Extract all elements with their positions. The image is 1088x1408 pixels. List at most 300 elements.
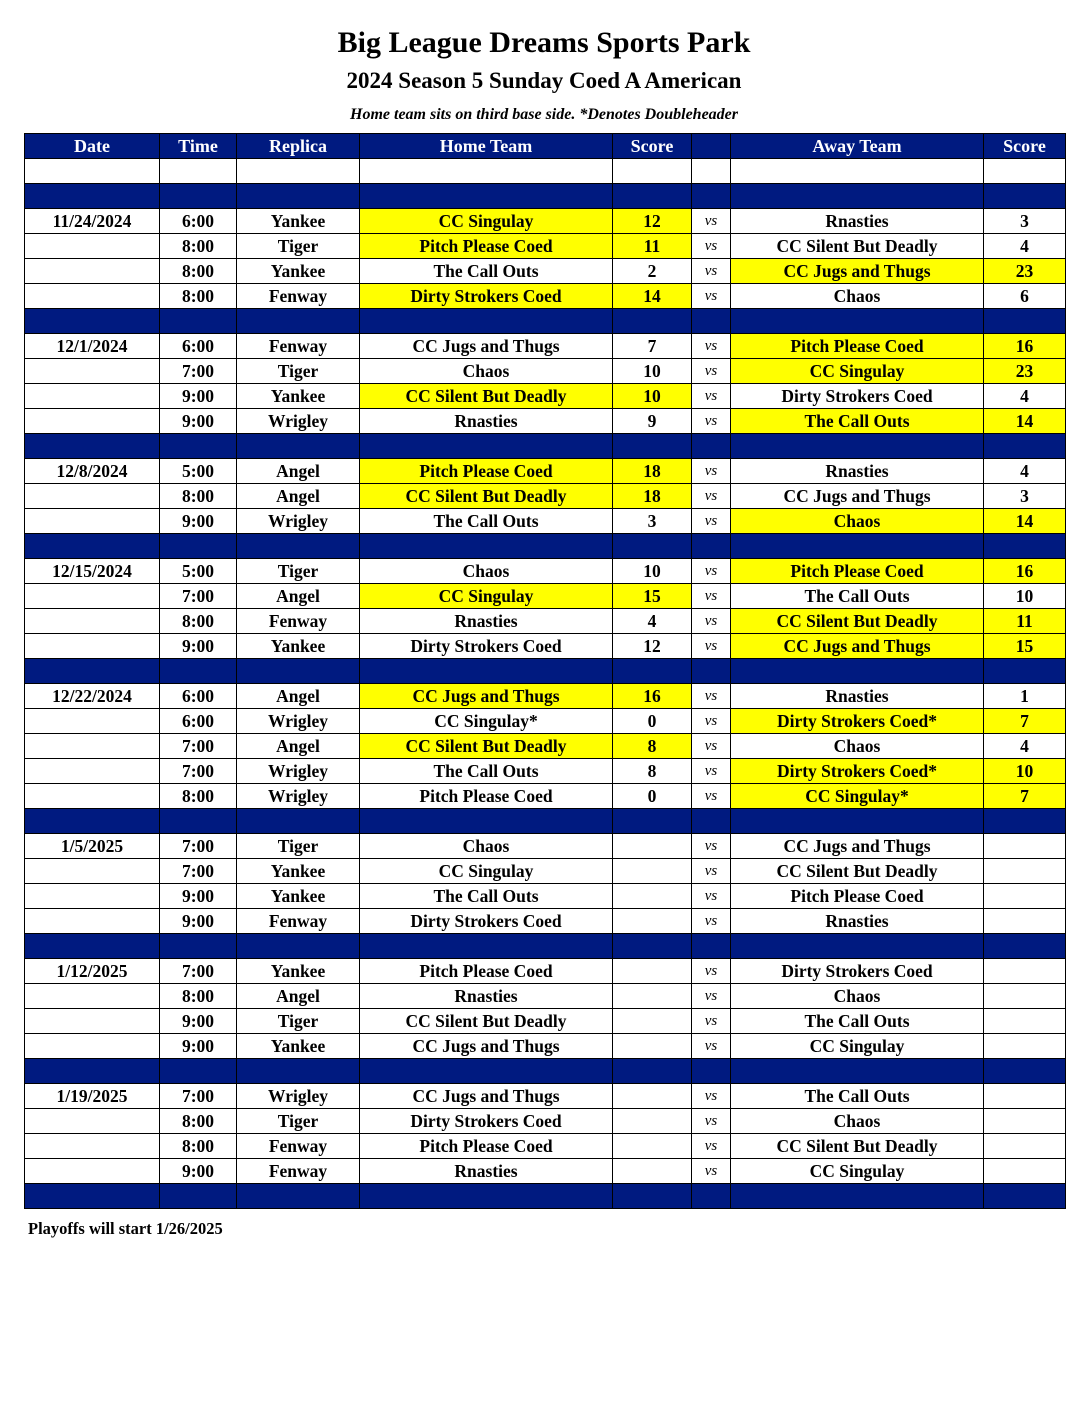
empty-cell [25,659,160,684]
home-score-cell: 10 [613,359,692,384]
empty-cell [613,1184,692,1209]
home-team-cell: Pitch Please Coed [360,784,613,809]
empty-cell [25,184,160,209]
vs-cell: vs [692,1159,731,1184]
separator-row [25,1059,1066,1084]
empty-cell [160,159,237,184]
separator-row [25,434,1066,459]
empty-cell [360,1059,613,1084]
game-row [25,334,1066,359]
vs-cell: vs [692,709,731,734]
replica-cell: Yankee [237,259,360,284]
empty-cell [613,1059,692,1084]
away-team-cell: Pitch Please Coed [731,334,984,359]
home-score-cell: 8 [613,759,692,784]
vs-cell: vs [692,1134,731,1159]
empty-cell [731,1059,984,1084]
date-cell [25,1159,160,1184]
away-team-cell: Dirty Strokers Coed* [731,709,984,734]
date-cell [25,1034,160,1059]
date-cell [25,1109,160,1134]
empty-cell [237,809,360,834]
vs-cell: vs [692,259,731,284]
vs-cell: vs [692,884,731,909]
home-team-cell: Chaos [360,359,613,384]
vs-cell: vs [692,1109,731,1134]
empty-cell [237,159,360,184]
time-cell: 5:00 [160,459,237,484]
vs-cell: vs [692,1084,731,1109]
home-score-cell: 8 [613,734,692,759]
away-score-cell: 16 [984,559,1066,584]
away-team-cell: The Call Outs [731,584,984,609]
home-score-cell [613,1109,692,1134]
col-time: Time [160,134,237,159]
away-score-cell [984,1009,1066,1034]
empty-cell [613,659,692,684]
empty-cell [692,934,731,959]
away-team-cell: Rnasties [731,459,984,484]
game-row [25,784,1066,809]
home-team-cell: CC Singulay [360,859,613,884]
away-team-cell: CC Jugs and Thugs [731,634,984,659]
away-score-cell: 4 [984,234,1066,259]
time-cell: 8:00 [160,1134,237,1159]
away-score-cell [984,909,1066,934]
page-subtitle: 2024 Season 5 Sunday Coed A American [346,68,742,93]
away-team-cell: Rnasties [731,909,984,934]
date-cell [25,984,160,1009]
replica-cell: Wrigley [237,1084,360,1109]
empty-cell [731,184,984,209]
game-row [25,1159,1066,1184]
game-row [25,884,1066,909]
game-row [25,209,1066,234]
replica-cell: Tiger [237,234,360,259]
col-vs [692,134,731,159]
home-score-cell: 4 [613,609,692,634]
empty-cell [984,934,1066,959]
vs-cell: vs [692,559,731,584]
time-cell: 6:00 [160,684,237,709]
away-team-cell: CC Jugs and Thugs [731,834,984,859]
empty-cell [160,184,237,209]
home-team-cell: Rnasties [360,1159,613,1184]
time-cell: 7:00 [160,859,237,884]
replica-cell: Yankee [237,884,360,909]
replica-cell: Yankee [237,634,360,659]
empty-cell [360,309,613,334]
time-cell: 7:00 [160,959,237,984]
time-cell: 8:00 [160,234,237,259]
empty-cell [360,934,613,959]
time-cell: 9:00 [160,384,237,409]
empty-cell [237,434,360,459]
replica-cell: Fenway [237,609,360,634]
empty-cell [360,659,613,684]
game-row [25,1109,1066,1134]
empty-cell [692,434,731,459]
game-row [25,259,1066,284]
col-home-team: Home Team [360,134,613,159]
away-score-cell [984,859,1066,884]
game-row [25,609,1066,634]
time-cell: 9:00 [160,509,237,534]
game-row [25,559,1066,584]
time-cell: 8:00 [160,259,237,284]
replica-cell: Tiger [237,359,360,384]
replica-cell: Tiger [237,834,360,859]
away-team-cell: Dirty Strokers Coed* [731,759,984,784]
replica-cell: Tiger [237,1009,360,1034]
vs-cell: vs [692,409,731,434]
empty-cell [360,1184,613,1209]
vs-cell: vs [692,359,731,384]
replica-cell: Fenway [237,284,360,309]
replica-cell: Tiger [237,1109,360,1134]
away-team-cell: Chaos [731,984,984,1009]
home-team-cell: CC Jugs and Thugs [360,684,613,709]
vs-cell: vs [692,209,731,234]
empty-cell [237,534,360,559]
footer-note: Playoffs will start 1/26/2025 [28,1219,223,1238]
home-score-cell: 12 [613,209,692,234]
replica-cell: Angel [237,984,360,1009]
replica-cell: Tiger [237,559,360,584]
empty-cell [613,809,692,834]
home-team-cell: The Call Outs [360,259,613,284]
empty-cell [25,534,160,559]
time-cell: 9:00 [160,884,237,909]
separator-row [25,1184,1066,1209]
date-cell [25,1134,160,1159]
vs-cell: vs [692,834,731,859]
away-score-cell: 4 [984,384,1066,409]
date-cell [25,709,160,734]
replica-cell: Yankee [237,384,360,409]
home-team-cell: CC Jugs and Thugs [360,1034,613,1059]
home-score-cell [613,1084,692,1109]
vs-cell: vs [692,384,731,409]
empty-cell [613,309,692,334]
time-cell: 7:00 [160,1084,237,1109]
date-cell [25,409,160,434]
away-team-cell: CC Singulay* [731,784,984,809]
empty-cell [984,1184,1066,1209]
game-row [25,1134,1066,1159]
time-cell: 8:00 [160,1109,237,1134]
replica-cell: Wrigley [237,509,360,534]
replica-cell: Angel [237,459,360,484]
vs-cell: vs [692,684,731,709]
away-score-cell [984,834,1066,859]
empty-cell [160,309,237,334]
away-team-cell: CC Silent But Deadly [731,859,984,884]
date-cell [25,484,160,509]
away-team-cell: CC Silent But Deadly [731,234,984,259]
vs-cell: vs [692,759,731,784]
empty-cell [613,434,692,459]
empty-cell [613,184,692,209]
home-team-cell: Chaos [360,834,613,859]
vs-cell: vs [692,609,731,634]
time-cell: 6:00 [160,709,237,734]
vs-cell: vs [692,984,731,1009]
home-score-cell: 0 [613,709,692,734]
away-score-cell [984,884,1066,909]
empty-cell [25,1059,160,1084]
empty-cell [984,1059,1066,1084]
home-score-cell: 16 [613,684,692,709]
empty-cell [360,159,613,184]
away-team-cell: Chaos [731,734,984,759]
empty-cell [160,534,237,559]
empty-cell [692,309,731,334]
game-row [25,584,1066,609]
empty-cell [360,184,613,209]
home-score-cell: 0 [613,784,692,809]
time-cell: 9:00 [160,1159,237,1184]
away-score-cell [984,1034,1066,1059]
away-team-cell: Pitch Please Coed [731,884,984,909]
home-team-cell: Dirty Strokers Coed [360,909,613,934]
vs-cell: vs [692,234,731,259]
empty-cell [25,434,160,459]
empty-cell [692,184,731,209]
home-team-cell: Rnasties [360,609,613,634]
home-team-cell: The Call Outs [360,509,613,534]
blank-row [25,159,1066,184]
away-team-cell: CC Singulay [731,1159,984,1184]
time-cell: 7:00 [160,759,237,784]
game-row [25,909,1066,934]
away-score-cell: 16 [984,334,1066,359]
replica-cell: Wrigley [237,759,360,784]
time-cell: 8:00 [160,284,237,309]
empty-cell [984,809,1066,834]
empty-cell [237,1184,360,1209]
date-cell [25,284,160,309]
away-team-cell: CC Singulay [731,359,984,384]
time-cell: 9:00 [160,409,237,434]
empty-cell [160,1059,237,1084]
game-row [25,759,1066,784]
home-score-cell: 2 [613,259,692,284]
separator-row [25,184,1066,209]
empty-cell [731,534,984,559]
col-date: Date [25,134,160,159]
date-cell [25,509,160,534]
away-team-cell: CC Jugs and Thugs [731,259,984,284]
replica-cell: Angel [237,734,360,759]
empty-cell [731,809,984,834]
away-score-cell: 14 [984,509,1066,534]
home-score-cell [613,834,692,859]
away-score-cell [984,1109,1066,1134]
empty-cell [160,809,237,834]
empty-cell [692,809,731,834]
home-score-cell: 10 [613,559,692,584]
vs-cell: vs [692,334,731,359]
home-score-cell: 18 [613,484,692,509]
replica-cell: Fenway [237,1159,360,1184]
empty-cell [25,809,160,834]
time-cell: 9:00 [160,909,237,934]
game-row [25,1009,1066,1034]
home-score-cell: 7 [613,334,692,359]
col-home-score: Score [613,134,692,159]
home-score-cell [613,859,692,884]
time-cell: 9:00 [160,1009,237,1034]
home-score-cell [613,909,692,934]
col-away-team: Away Team [731,134,984,159]
away-score-cell: 15 [984,634,1066,659]
empty-cell [160,434,237,459]
home-team-cell: Rnasties [360,984,613,1009]
game-row [25,459,1066,484]
home-team-cell: CC Singulay* [360,709,613,734]
away-score-cell: 4 [984,459,1066,484]
away-team-cell: Dirty Strokers Coed [731,959,984,984]
game-row [25,709,1066,734]
away-score-cell [984,1134,1066,1159]
empty-cell [613,934,692,959]
time-cell: 7:00 [160,734,237,759]
game-row [25,684,1066,709]
home-score-cell: 9 [613,409,692,434]
vs-cell: vs [692,584,731,609]
home-team-cell: CC Silent But Deadly [360,484,613,509]
empty-cell [731,659,984,684]
away-score-cell [984,1159,1066,1184]
away-score-cell: 7 [984,709,1066,734]
away-team-cell: CC Singulay [731,1034,984,1059]
away-team-cell: The Call Outs [731,1009,984,1034]
date-cell [25,734,160,759]
home-score-cell [613,1034,692,1059]
home-score-cell [613,1159,692,1184]
empty-cell [984,534,1066,559]
replica-cell: Wrigley [237,409,360,434]
home-team-cell: Pitch Please Coed [360,959,613,984]
away-score-cell: 4 [984,734,1066,759]
game-row [25,734,1066,759]
game-row [25,634,1066,659]
home-team-cell: Rnasties [360,409,613,434]
date-cell: 1/19/2025 [25,1084,160,1109]
game-row [25,484,1066,509]
schedule-body [25,159,1066,1209]
empty-cell [360,534,613,559]
home-team-cell: Pitch Please Coed [360,1134,613,1159]
away-score-cell: 3 [984,209,1066,234]
empty-cell [613,534,692,559]
home-score-cell: 11 [613,234,692,259]
away-score-cell [984,1084,1066,1109]
away-team-cell: Rnasties [731,209,984,234]
away-team-cell: Chaos [731,509,984,534]
home-score-cell [613,984,692,1009]
separator-row [25,809,1066,834]
home-score-cell: 10 [613,384,692,409]
date-cell [25,784,160,809]
away-team-cell: Pitch Please Coed [731,559,984,584]
home-team-cell: Dirty Strokers Coed [360,1109,613,1134]
time-cell: 6:00 [160,334,237,359]
home-score-cell: 18 [613,459,692,484]
empty-cell [692,159,731,184]
replica-cell: Fenway [237,334,360,359]
home-team-cell: Pitch Please Coed [360,459,613,484]
game-row [25,409,1066,434]
away-score-cell: 6 [984,284,1066,309]
empty-cell [731,309,984,334]
home-score-cell [613,884,692,909]
empty-cell [160,659,237,684]
empty-cell [984,184,1066,209]
time-cell: 9:00 [160,634,237,659]
game-row [25,509,1066,534]
game-row [25,859,1066,884]
time-cell: 7:00 [160,359,237,384]
date-cell [25,759,160,784]
vs-cell: vs [692,784,731,809]
home-score-cell [613,1009,692,1034]
replica-cell: Fenway [237,1134,360,1159]
empty-cell [25,934,160,959]
replica-cell: Wrigley [237,784,360,809]
home-team-cell: Chaos [360,559,613,584]
home-score-cell [613,1134,692,1159]
empty-cell [237,184,360,209]
home-score-cell [613,959,692,984]
table-header-row [25,134,1066,159]
home-team-cell: Dirty Strokers Coed [360,634,613,659]
away-score-cell [984,984,1066,1009]
vs-cell: vs [692,1009,731,1034]
home-team-cell: The Call Outs [360,884,613,909]
vs-cell: vs [692,734,731,759]
time-cell: 7:00 [160,834,237,859]
empty-cell [692,534,731,559]
game-row [25,234,1066,259]
replica-cell: Yankee [237,959,360,984]
home-score-cell: 14 [613,284,692,309]
empty-cell [692,1059,731,1084]
home-score-cell: 15 [613,584,692,609]
home-team-cell: Dirty Strokers Coed [360,284,613,309]
empty-cell [731,434,984,459]
date-cell [25,859,160,884]
empty-cell [25,159,160,184]
away-score-cell: 11 [984,609,1066,634]
away-score-cell: 10 [984,584,1066,609]
game-row [25,1034,1066,1059]
empty-cell [25,309,160,334]
away-team-cell: CC Silent But Deadly [731,1134,984,1159]
date-cell [25,384,160,409]
date-cell: 1/12/2025 [25,959,160,984]
vs-cell: vs [692,509,731,534]
away-team-cell: The Call Outs [731,1084,984,1109]
date-cell [25,634,160,659]
replica-cell: Angel [237,484,360,509]
empty-cell [237,309,360,334]
empty-cell [360,434,613,459]
replica-cell: Yankee [237,859,360,884]
away-score-cell: 14 [984,409,1066,434]
empty-cell [731,1184,984,1209]
